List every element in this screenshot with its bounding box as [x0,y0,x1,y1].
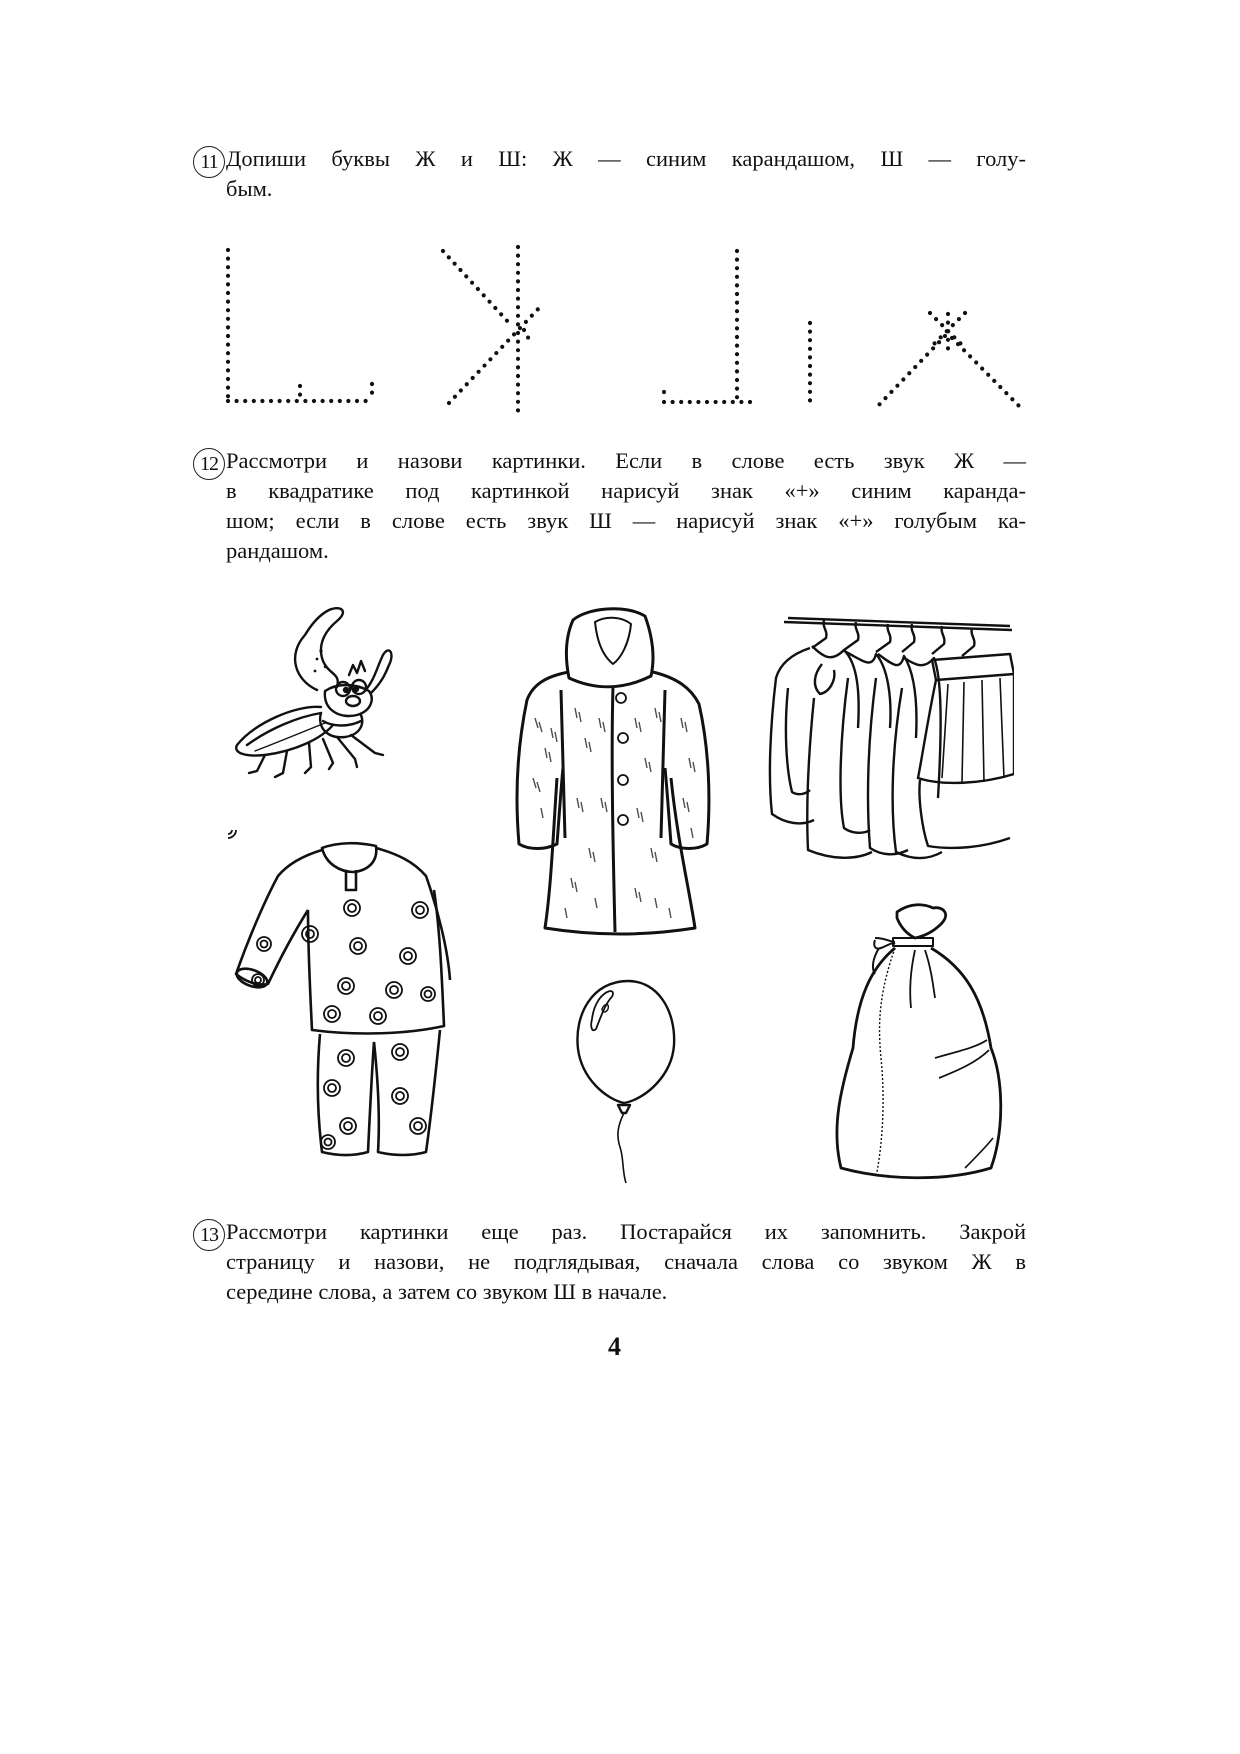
instruction-line: бым. [226,176,273,201]
wardrobe-clothes-picture[interactable] [752,598,1014,868]
task-number-badge: 11 [193,146,225,178]
task-13 [200,1217,1026,1307]
task-instruction [226,1217,1026,1307]
beetle-picture[interactable] [225,595,395,785]
instruction-line: в квадратике под картинкой нарисуй знак «+» синим каранда- [226,478,1026,503]
page-number: 4 [608,1332,621,1361]
instruction-line: середине слова, а затем со звуком Ш в начале. [226,1279,668,1304]
dotted-letter-zhe-1[interactable] [443,247,540,412]
instruction-line: страницу и назови, не подглядывая, сначала слова со звуком Ж в [226,1249,1026,1274]
instruction-line: Рассмотри и назови картинки. Если в слове есть звук Ж — [226,448,1026,473]
task-number-badge: 13 [193,1219,225,1251]
task-instruction [226,446,1026,566]
letter-tracing-area[interactable] [0,0,1240,460]
task-11 [200,144,1026,204]
balloon-picture[interactable] [572,975,682,1185]
instruction-line: рандашом. [226,538,329,563]
instruction-line: Рассмотри картинки еще раз. Постарайся их запомнить. Закрой [226,1219,1026,1244]
dotted-letter-sha-2[interactable] [664,251,810,406]
task-12 [200,446,1026,566]
task-number-badge: 12 [193,448,225,480]
pajamas-picture[interactable] [228,830,453,1160]
dotted-letter-sha-1[interactable] [228,250,372,401]
sack-picture[interactable] [815,898,1005,1183]
dotted-letter-zhe-2[interactable] [876,313,1021,408]
instruction-line: Допиши буквы Ж и Ш: Ж — синим карандашом, Ш — голу- [226,146,1026,171]
instruction-line: шом; если в слове есть звук Ш — нарисуй знак «+» голубым ка- [226,508,1026,533]
task-instruction [226,144,1026,204]
fur-coat-picture[interactable] [505,598,725,938]
